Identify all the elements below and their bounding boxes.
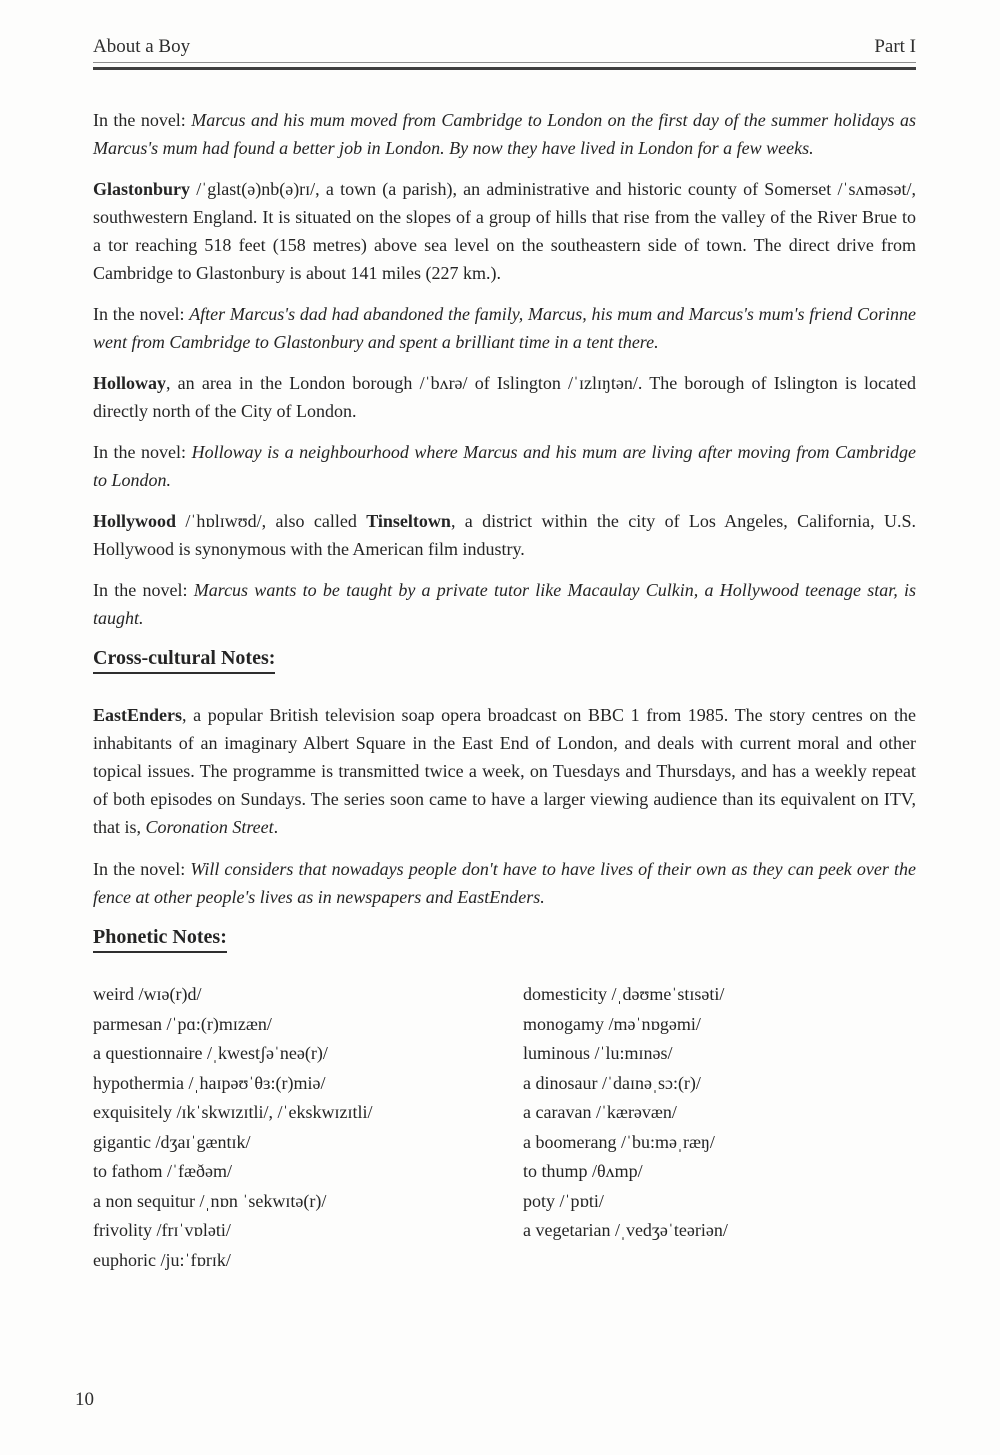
text-run: /ˈhɒlɪwʊd/, also called	[176, 511, 367, 531]
phonetic-entry: frivolity /frɪˈvɒləti/	[93, 1220, 231, 1240]
phonetic-list	[93, 980, 916, 1275]
text-run: In the novel:	[93, 110, 192, 130]
text-run: , a district within the city of Los Angeles, California, U.S. Hollywood is synonymous with the American film industry.	[93, 511, 916, 559]
phonetic-column-left	[93, 980, 523, 1275]
phonetic-entry: a boomerang /ˈbu:məˌræŋ/	[523, 1131, 715, 1152]
phonetic-entry: euphoric /ju:ˈfɒrɪk/	[93, 1249, 231, 1270]
phonetic-entry: a non sequitur /ˌnɒn ˈsekwɪtə(r)/	[93, 1190, 327, 1211]
phonetic-entry: weird /wɪə(r)d/	[93, 984, 202, 1004]
phonetic-entry: a vegetarian /ˌvedʒəˈteəriən/	[523, 1220, 728, 1240]
text-run: In the novel:	[93, 859, 191, 879]
phonetic-column-right	[523, 980, 916, 1275]
novel-note-eastenders	[93, 855, 916, 911]
phonetic-entry: hypothermia /ˌhaɪpəʊˈθɜ:(r)miə/	[93, 1072, 326, 1093]
phonetic-entry: exquisitely /ɪkˈskwɪzɪtli/, /ˈekskwɪzɪtli/	[93, 1102, 373, 1122]
novel-note-glastonbury	[93, 300, 916, 356]
text-run: Will considers that nowadays people don't have to have lives of their own as they can peek over the fence at other people's lives as in newspapers and EastEnders.	[93, 859, 916, 907]
page-number: 10	[75, 1389, 94, 1410]
text-run: In the novel:	[93, 304, 190, 324]
phonetic-notes-heading	[93, 925, 916, 953]
cross-cultural-notes-heading	[93, 646, 916, 674]
text-run: Holloway is a neighbourhood where Marcus and his mum are living after moving from Cambridge to London.	[93, 442, 916, 490]
phonetic-entry: to thump /θʌmp/	[523, 1161, 643, 1181]
document-body	[93, 106, 916, 1275]
section-heading-text: Phonetic Notes:	[93, 925, 227, 953]
phonetic-entry: a caravan /ˈkærəvæn/	[523, 1102, 677, 1122]
phonetic-entry: to fathom /ˈfæðəm/	[93, 1161, 232, 1181]
running-header-part: Part I	[874, 36, 916, 57]
text-run: In the novel:	[93, 442, 192, 462]
text-run: After Marcus's dad had abandoned the family, Marcus, his mum and Marcus's mum's friend Corinne went from Cambridge to Glastonbury and spent a brilliant time in a tent there.	[93, 304, 916, 352]
glossary-holloway	[93, 369, 916, 425]
glossary-hollywood	[93, 507, 916, 563]
phonetic-entry: domesticity /ˌdəʊmeˈstɪsəti/	[523, 984, 725, 1004]
phonetic-entry: a dinosaur /ˈdaɪnəˌsɔ:(r)/	[523, 1072, 701, 1093]
section-heading-text: Cross-cultural Notes:	[93, 646, 275, 674]
text-run: Glastonbury	[93, 179, 191, 199]
phonetic-entry: poty /ˈpɒti/	[523, 1190, 604, 1211]
glossary-eastenders	[93, 701, 916, 841]
text-run: Tinseltown	[366, 511, 451, 531]
glossary-glastonbury	[93, 175, 916, 287]
text-run: /ˈglast(ə)nb(ə)rɪ/, a town (a parish), an administrative and historic county of Somerset /ˈsʌməsət/, southwestern England. It is situated on the slopes of a group of hills that rise from the valley of the River Brue to a tor reaching 518 feet (158 metres) above sea level on the southeastern side of town. The direct drive from Cambridge to Glastonbury is about 141 miles (227 km.).	[93, 179, 916, 283]
running-header	[93, 36, 916, 63]
text-run: EastEnders	[93, 705, 183, 725]
text-run: Marcus wants to be taught by a private tutor like Macaulay Culkin, a Hollywood teenage star, is taught.	[93, 580, 916, 628]
text-run: Hollywood	[93, 511, 177, 531]
text-run: , a popular British television soap opera broadcast on BBC 1 from 1985. The story centres on the inhabitants of an imaginary Albert Square in the East End of London, and deals with current moral and other topical issues. The programme is transmitted twice a week, on Tuesdays and Thursdays, and has a weekly repeat of both episodes on Sundays. The series soon came to have a larger viewing audience than its equivalent on ITV, that is,	[93, 705, 916, 837]
text-run: In the novel:	[93, 580, 194, 600]
phonetic-entry: a questionnaire /ˌkwestʃəˈneə(r)/	[93, 1043, 328, 1063]
text-run: Marcus and his mum moved from Cambridge to London on the first day of the summer holidays as Marcus's mum had found a better job in London. By now they have lived in London for a few weeks.	[93, 110, 916, 158]
header-rule	[93, 67, 916, 70]
phonetic-entry: luminous /ˈlu:mɪnəs/	[523, 1043, 673, 1063]
phonetic-entry: gigantic /dʒaɪˈgæntɪk/	[93, 1131, 251, 1152]
phonetic-entry: monogamy /məˈnɒgəmi/	[523, 1013, 701, 1034]
text-run: .	[273, 817, 279, 837]
text-run: , an area in the London borough /ˈbʌrə/ of Islington /ˈɪzlɪŋtən/. The borough of Islington is located directly north of the City of London.	[93, 373, 916, 421]
text-run: Coronation Street	[145, 817, 274, 837]
novel-note-hollywood	[93, 576, 916, 632]
running-header-title: About a Boy	[93, 36, 191, 57]
text-run: Holloway	[93, 373, 167, 393]
novel-note-moving	[93, 106, 916, 162]
phonetic-entry: parmesan /ˈpɑ:(r)mɪzæn/	[93, 1013, 272, 1034]
novel-note-holloway	[93, 438, 916, 494]
